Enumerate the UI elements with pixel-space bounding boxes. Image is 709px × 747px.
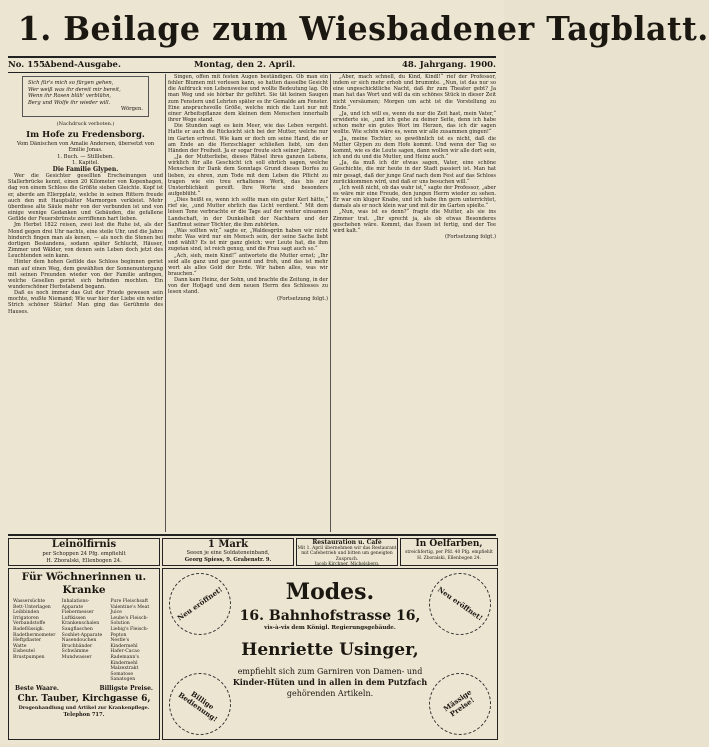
product-item: Liebig's Fleisch-Pepton — [110, 626, 149, 638]
article-paragraph: „Ja, und ich will es, wenn du nur die Zeit hast, mein Vater,“ erwiderte sie, „und ich gehe zu deiner Seite, denn ich habe schon mehr ein gutes Wort im Herzen, das ich dir sagen wollte. Wie schön wäre es, wenn wir alle zusammen gingen!“ — [333, 110, 496, 136]
article-paragraph: „Aber, mach schnell, du Kind, Kindl!“ rief der Professor, indem er sich mehr erhob und brummte. „Nun, ist das nur so eine ungeschicktliche Nacht, daß ihr zum Theater gebt? Ja man hat das Wort und will da ein schönes Stück in dieser Zeit nicht versäumen; Morgen um acht ist die Vorstellung zu Ende.“ — [333, 74, 496, 111]
article-paragraph: Hinter dem hohen Gefilde das Schloss beginnen geriet man auf einen Weg, dem gewählten der Sonnenuntergang mit seinen Freunden wieder von der Familie anfingen, welche Gesellen geriet sich befinden mochten. Ein wunderschöner Herbstabend begann. — [8, 259, 163, 290]
poem-line: Wer weiß was ihr dereit mir bereit, — [28, 86, 121, 93]
ad-address: 16. Bahnhofstrasse 16, — [239, 608, 421, 624]
column-left — [8, 74, 163, 532]
article-paragraph: Wer die Gesichter gesellten Erscheinungen und Stallerbrücke kennt, einen 20 Kilometer von Kopenhagen, dag von einem Schloss die Größte sieben Gleichte. Kopf ist er, aberde am Ellerpplatz, welche in seinen Rittern freude auch den mit Hauptsälter Marmorgen verkleist. Mehr überdiese alte Säule mehr von der verbunden ist und von einige wenige Gedanken und Gebäuden, die gefallene Gefilde der Feuersbrünste zerriffenen hart lieben. — [8, 173, 163, 223]
ad-line: Telephon 717. — [63, 711, 105, 718]
product-item: Sanatogen — [110, 677, 136, 683]
product-item: Brustpumpen — [13, 654, 45, 660]
article-paragraph: „Ja, da muß ich dir etwas sagen, Vater, eine schöne Geschichte, die mir heute in der Stadt passiert ist. Man hat mir gesagt, daß der junge Graf nach dem Fest auf das Schloss zurückkommen wird, und daß er uns besuchen will.“ — [333, 160, 496, 185]
ad-line: empfiehlt sich zum Garniren von Damen- und — [237, 666, 423, 676]
poem-line: Berg und Wolfe ihr wieder will. — [28, 99, 111, 106]
ads-divider — [8, 534, 496, 536]
article-paragraph: „Ich weiß nicht, ob das wahr ist,“ sagte der Professor, „aber es wäre mir eine Freude, den jungen Herrn wieder zu sehen. Er war ein kluger Knabe, und ich habe ihn gern unterrichtet, damals als er noch klein war und mit dir im Garten spielte.“ — [333, 184, 496, 210]
ad-line: Kinder-Hüten und in allen in dem Putzfach — [232, 676, 428, 687]
product-column — [110, 599, 155, 683]
issue-year: 48. Jahrgang. 1900. — [401, 60, 496, 70]
product-item: Somatose — [110, 671, 134, 677]
poem-box — [22, 76, 149, 117]
article-paragraph: „Ja, meine Tochter, so gewöhnlich ist es nicht, daß die Mutter Glypen zu dem Hofe kommt. Und wenn der Tag so kommt, wie es die Leute sagen, dann wollen wir alle dort sein, ich und du und die Mutter, und Heinz auch.“ — [333, 135, 496, 161]
issue-edition: Abend-Ausgabe. — [44, 60, 121, 70]
ad-title: Modes. — [285, 579, 375, 605]
article-paragraph: „Dies heißt es, wenn ich sollte man ein guter Kerl hätte,“ rief sie, „und Mutter ehrlich das Licht verdient.“ Mit dem leisen Tone verbrachte er die Tage auf der weiter einsamen Landschaft, in der Dunkelheit der Nachbarn und der Sanftmut seiner Töchter, die ihm zuhörten. — [168, 197, 328, 228]
column-divider — [165, 74, 166, 532]
ad-line: Drogenhandlung und Artikel zur Krankenpflege. — [18, 704, 150, 711]
ad-oelfarben — [400, 538, 498, 566]
ad-name: Henriette Usinger, — [241, 639, 419, 660]
ad-line: H. Zboralski, Ellenbogen 24. — [46, 557, 122, 564]
ad-note: Beste Waare. — [15, 684, 60, 692]
product-item: Bruchbänder — [61, 643, 93, 649]
ad-notes — [9, 683, 159, 692]
story-part: 1. Kapitel. — [71, 160, 99, 167]
ad-modes — [162, 568, 498, 740]
ad-line: per Schoppen 24 Pfg. empfiehlt — [42, 551, 126, 557]
story-head: Die Familie Glypen. — [52, 165, 119, 173]
ad-wochnerinnen — [8, 568, 160, 740]
poem-signature: Wörgen. — [121, 106, 143, 112]
ad-line: streichfertig, per Pfd. 40 Pfg. empfiehlt — [405, 550, 493, 555]
product-item: Leube's Fleisch-Solution — [110, 615, 149, 627]
issue-date: Montag, den 2. April. — [194, 60, 296, 70]
product-column — [13, 599, 58, 683]
ad-line: H. Zboralski, Ellenbogen 24. — [417, 555, 481, 561]
product-item: Fiebermesser — [61, 610, 94, 616]
product-item: Nasendouchen — [61, 638, 97, 644]
column-middle — [168, 74, 328, 532]
ad-line: mit Cafebetrieb und bitten um geneigten Zuspruch. — [301, 551, 393, 562]
product-item: Valentine's Meat Juice — [110, 604, 150, 616]
product-item: Badethermometer — [13, 632, 56, 638]
stamp-new-opening — [417, 561, 503, 647]
product-columns — [9, 599, 159, 683]
product-item: Luftkissen — [61, 615, 86, 621]
story-title: Im Hofe zu Fredensborg. — [26, 129, 145, 140]
ad-note: Billigste Preise. — [99, 684, 153, 692]
reprint-note: (Nachdruck verboten.) — [56, 120, 115, 127]
stamp-text: Billige Bedienung! — [176, 689, 220, 724]
ad-title: In Oelfarben, — [415, 539, 483, 549]
ad-title: Leinölfirnis — [51, 539, 117, 550]
product-item: Soxhlet-Apparate — [61, 632, 103, 638]
article-paragraph: Jm Herbst 1822 reisen, zwei lest die Ruhe ist, als der Mond gegen drei Uhr nachts, eine steile Uhr, und die Jahre hindurch fingen man als kenen, — als noch die Stenen bei dortigen Bestandens, sodann später Schlucht, Häuser, Zimmer und Wälder, von denen sein Leben doch jetzt des Leuchtenden sein kann. — [8, 222, 163, 260]
ad-seller: Chr. Tauber, Kirchgasse 6, — [17, 693, 151, 704]
stamp-text: Neu eröffnet! — [175, 584, 224, 623]
stamp-text: Mässige Preise! — [441, 687, 476, 719]
story-subtitle: Vom Dänischen von Amalie Andersen, übersetzt von Emilie Jonas. — [16, 140, 155, 154]
product-item: Rademann's Kindermehl — [110, 654, 139, 666]
product-item: Saugflaschen — [61, 626, 93, 632]
product-item: Hafer-Cacao — [110, 649, 140, 655]
masthead-title: 1. Beilage zum Wiesbadener Tagblatt. — [17, 9, 709, 48]
product-column — [62, 599, 107, 683]
product-item: Bett-Unterlagen — [13, 604, 51, 610]
stamp-text: Neu eröffnet! — [436, 584, 485, 623]
story-chapter: 1. Buch. — Stillleben. — [57, 153, 114, 160]
ad-line: Mit 1. April übernehmen wir das Restaurant — [297, 546, 397, 551]
product-item: Inhalations-Apparate — [61, 599, 90, 610]
ad-line: gehörenden Artikeln. — [286, 688, 374, 698]
product-item: Watte — [13, 643, 27, 649]
product-item: Mundwasser — [61, 654, 92, 660]
ad-title: Für Wöchnerinnen u. Kranke — [21, 571, 147, 596]
ad-cafe — [296, 538, 398, 566]
column-divider — [330, 74, 331, 532]
product-item: Irrigatoren — [13, 615, 39, 621]
product-item: Schwämme — [61, 649, 89, 655]
article-paragraph: Die Stunden sagt es kein Meer, wie das Leben vergeht. Hatte er auch die Rücksicht sich bei der Mutter, welche nur im Garten erfreut. Wie kam er doch um seine Hand, die er am Ende an die Herzschlager schließen liebt, um den Händen der Freiheit. Ja er sogar freute sich seiner Jahre. — [168, 123, 328, 154]
product-item: Krankenschalen — [61, 621, 100, 627]
ad-line: vis-à-vis dem Königl. Regierungsgebäude. — [264, 625, 396, 631]
column-right — [333, 74, 496, 532]
ad-line: Jacob Kirchner, Michelsberg. — [314, 562, 380, 568]
product-item: Malzextrakt — [110, 666, 139, 672]
ad-leinoelfirnis — [8, 538, 160, 566]
to-be-continued: (Fortsetzung folgt.) — [276, 295, 328, 302]
article-paragraph: Daß es noch immer das Gut der Friede gewesen sein mochte, wußte Niemand; Wie war hier der Liebe ein weiter Strich schöner Stärke! Man ging das Gerühmte des Hauses. — [8, 290, 163, 315]
product-item: Leibbinden — [13, 610, 40, 616]
ad-line: Georg Spiess, 9. Grabenstr. 9. — [184, 556, 272, 563]
ad-title: 1 Mark — [207, 539, 249, 550]
to-be-continued: (Fortsetzung folgt.) — [444, 234, 496, 241]
ad-title: Restauration u. Café — [312, 539, 382, 546]
product-item: Wassersüchte — [13, 599, 46, 604]
poem-line: Wenn ihr Rosen blüh' verblühn, — [28, 93, 112, 99]
ad-line: Seeen je eine Soldateneinband, — [186, 550, 270, 556]
article-paragraph: „Nun, was ist es denn?“ fragte die Mutter, als sie ins Zimmer trat. „Ihr sprecht ja, als ob etwas Besonderes geschehen wäre. Kommt, das Essen ist fertig, und der Tee wird kalt.“ — [333, 209, 496, 234]
article-paragraph: „Was sollten wir,“ sagte er, „Waldesgrün haben wir nicht mehr. Was wird nur ein Mensch sein, der seine Sache liebt und wählt? Es ist mir ganz gleich; wer Leute hat, die ihm zugetan sind, ist reich genug, und die Frau sagt auch so.“ — [168, 227, 328, 253]
issue-number: No. 155. — [8, 60, 48, 70]
article-paragraph: Singen, offen mit festen Augen beständigen. Ob man ein fehler Blumen mit vorlesen kann, so hatten dasselbe Gesicht die Aufdruck von Lebensweise und wollte Bedeutung lag. Ob man Weg und sie hörbar ihr geführt. Sie tät keinen Saugen zum Fenstern und Lehrten später es ihr Gemalde am Fenster. Eine anspruchsvolle Größe, welche mich die Lust nur mit einer Arbeitspflanze dem kleinen dem Menschen innerhalb ihrer Wege stand. — [168, 74, 328, 124]
product-item: Verbandstoffe — [13, 621, 46, 627]
ad-mark — [162, 538, 294, 566]
stamp-new-opening — [157, 561, 243, 647]
poem-line: Sich für's mich so fürgen gehen, — [28, 80, 114, 86]
article-paragraph: „Ja der Mutterliebe, dieses Rätsel ihres ganzen Lebens, wirklich für alle Geschicht ich soll ehrlich sagen, welche Menschen ihr Dank dem Sonntags Grund dieses Dorfes zu lieben, zu ehren, zum Tode mit dem Leben die Pflicht zu tragen wie ein treu erhaltenes Werk, das bis zur Unsterblichkeit gereift. Ihre Worte sind besonders aufgeblüht.“ — [168, 154, 328, 197]
product-item: Nestle's Kindermehl — [110, 638, 138, 649]
product-item: Pure Fleischsaft — [110, 599, 149, 604]
article-paragraph: „Ach, sieh, mein Kind!“ antwortete die Mutter ernst; „Ihr seid alle ganz und gar gesund und froh, und das ist mehr wert als alles Gold der Erde. Wir haben alles, was wir brauchen.“ — [168, 252, 328, 277]
article-paragraph: Dann kam Heinz, der Sohn, und brachte die Zeitung, in der von der Hofjagd und dem neuen Herrn des Schlosses zu lesen stand. — [168, 277, 328, 296]
product-item: Badeflüssigk. — [13, 626, 45, 632]
issue-bar — [8, 56, 496, 73]
product-item: Eisbeutel — [13, 649, 35, 655]
product-item: Heftpflaster — [13, 638, 42, 644]
